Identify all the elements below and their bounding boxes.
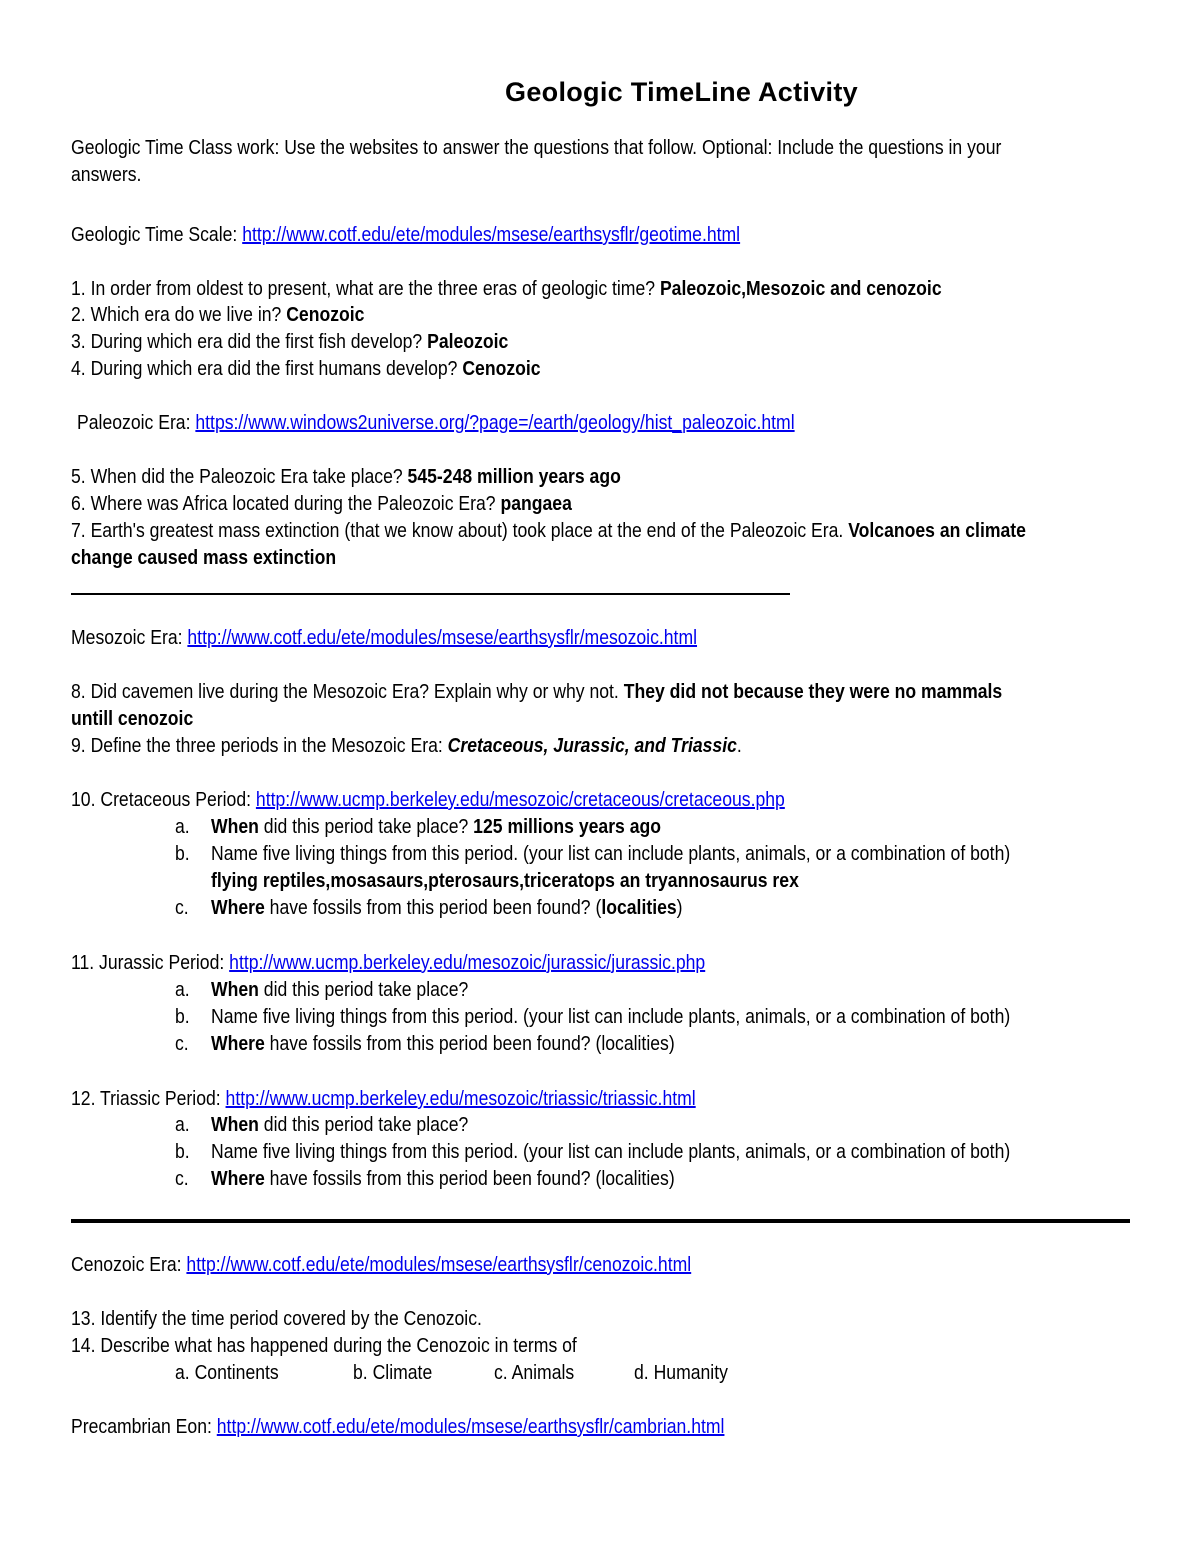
- question-8-answer-1: They did not because they were no mammals: [623, 681, 1003, 703]
- question-9-answer: Cretaceous, Jurassic, and Triassic: [447, 735, 737, 757]
- question-14: 14. Describe what has happened during the Cenozoic in terms of: [71, 1335, 577, 1357]
- question-9-end: .: [736, 735, 742, 757]
- q10-c: [211, 895, 683, 921]
- question-5-text: 5. When did the Paleozoic Era take place?: [71, 466, 408, 488]
- question-1-text: 1. In order from oldest to present, what are the three eras of geologic time?: [71, 278, 660, 300]
- question-4: [71, 356, 541, 382]
- question-8-text: 8. Did cavemen live during the Mesozoic Era? Explain why or why not.: [71, 681, 624, 703]
- question-1-answer: Paleozoic,Mesozoic and cenozoic: [659, 278, 942, 300]
- question-4-answer: Cenozoic: [462, 358, 541, 380]
- question-9-text: 9. Define the three periods in the Mesozoic Era:: [71, 735, 448, 757]
- cenozoic-label: Cenozoic Era:: [71, 1254, 187, 1276]
- question-7: [71, 518, 1026, 544]
- mesozoic-line: [71, 625, 697, 651]
- jurassic-link[interactable]: http://www.ucmp.berkeley.edu/mesozoic/jurassic/jurassic.php: [229, 952, 706, 974]
- divider-line: [71, 593, 790, 595]
- mesozoic-link[interactable]: http://www.cotf.edu/ete/modules/msese/earthsysflr/mesozoic.html: [187, 627, 698, 649]
- question-8: [71, 679, 1002, 705]
- q12-a-bold: When: [211, 1114, 259, 1136]
- q12-a: [211, 1112, 468, 1138]
- intro-line-1: Geologic Time Class work: Use the websites to answer the questions that follow. Optional: Include the questions in your: [71, 137, 1002, 159]
- q14-b: b. Climate: [353, 1362, 433, 1384]
- question-10: [71, 787, 785, 813]
- intro-line-2: answers.: [71, 164, 142, 186]
- question-4-text: 4. During which era did the first humans develop?: [71, 358, 463, 380]
- q11-b-text: Name five living things from this period. (your list can include plants, animals, or a combination of both): [211, 1006, 1011, 1028]
- precambrian-label: Precambrian Eon:: [71, 1416, 217, 1438]
- q11-b-letter: b.: [175, 1006, 190, 1028]
- q11-c-letter: c.: [175, 1033, 189, 1055]
- question-6: [71, 491, 572, 517]
- question-12-label: 12. Triassic Period:: [71, 1088, 226, 1110]
- question-10-label: 10. Cretaceous Period:: [71, 789, 256, 811]
- question-7-continued: [71, 545, 336, 571]
- triassic-link[interactable]: http://www.ucmp.berkeley.edu/mesozoic/triassic/triassic.html: [225, 1088, 696, 1110]
- question-13: 13. Identify the time period covered by the Cenozoic.: [71, 1308, 482, 1330]
- q10-a-answer: 125 millions years ago: [473, 816, 662, 838]
- q12-b-letter: b.: [175, 1141, 190, 1163]
- cenozoic-line: [71, 1252, 691, 1278]
- q14-d: d. Humanity: [634, 1362, 728, 1384]
- q10-a-letter: a.: [175, 816, 190, 838]
- q12-a-letter: a.: [175, 1114, 190, 1136]
- question-8-answer-2: untill cenozoic: [71, 708, 194, 730]
- question-7-text: 7. Earth's greatest mass extinction (that we know about) took place at the end of the Paleozoic Era.: [71, 520, 849, 542]
- time-scale-link[interactable]: http://www.cotf.edu/ete/modules/msese/earthsysflr/geotime.html: [242, 224, 741, 246]
- q10-c-answer: localities: [601, 897, 677, 919]
- precambrian-line: [71, 1414, 724, 1440]
- q10-c-letter: c.: [175, 897, 189, 919]
- q11-a-text: did this period take place?: [258, 979, 469, 1001]
- question-8-continued: [71, 706, 193, 732]
- q11-a-letter: a.: [175, 979, 190, 1001]
- paleozoic-link[interactable]: https://www.windows2universe.org/?page=/earth/geology/hist_paleozoic.html: [195, 412, 795, 434]
- q14-a: a. Continents: [175, 1362, 279, 1384]
- q10-b-answer-text: flying reptiles,mosasaurs,pterosaurs,triceratops an tryannosaurus rex: [211, 870, 799, 892]
- q12-c-bold: Where: [211, 1168, 265, 1190]
- page-title: Geologic TimeLine Activity: [505, 77, 858, 107]
- question-11-label: 11. Jurassic Period:: [71, 952, 230, 974]
- q14-c: c. Animals: [494, 1362, 575, 1384]
- question-3-answer: Paleozoic: [427, 331, 509, 353]
- question-6-answer: pangaea: [500, 493, 572, 515]
- q10-c-end: ): [676, 897, 683, 919]
- q11-c-bold: Where: [211, 1033, 265, 1055]
- q10-a-text: did this period take place?: [258, 816, 474, 838]
- q10-a-bold: When: [211, 816, 259, 838]
- q12-c-letter: c.: [175, 1168, 189, 1190]
- q12-b-text: Name five living things from this period. (your list can include plants, animals, or a combination of both): [211, 1141, 1011, 1163]
- question-3: [71, 329, 508, 355]
- question-11: [71, 950, 705, 976]
- q10-c-bold: Where: [211, 897, 265, 919]
- cretaceous-link[interactable]: http://www.ucmp.berkeley.edu/mesozoic/cretaceous/cretaceous.php: [255, 789, 785, 811]
- question-2-text: 2. Which era do we live in?: [71, 304, 287, 326]
- question-12: [71, 1086, 696, 1112]
- q10-b-text: Name five living things from this period. (your list can include plants, animals, or a combination of both): [211, 843, 1011, 865]
- paleozoic-label: Paleozoic Era:: [77, 412, 196, 434]
- time-scale-label: Geologic Time Scale:: [71, 224, 243, 246]
- question-5: [71, 464, 621, 490]
- question-7-answer-1: Volcanoes an climate: [848, 520, 1026, 542]
- question-2: [71, 302, 364, 328]
- question-1: [71, 276, 942, 302]
- question-7-answer-2: change caused mass extinction: [71, 547, 337, 569]
- q11-c: [211, 1031, 675, 1057]
- q10-a: [211, 814, 661, 840]
- paleozoic-line: [77, 410, 795, 436]
- q10-c-text: have fossils from this period been found? (: [264, 897, 602, 919]
- q12-c-text: have fossils from this period been found? (localities): [264, 1168, 675, 1190]
- q11-c-text: have fossils from this period been found? (localities): [264, 1033, 675, 1055]
- q11-a-bold: When: [211, 979, 259, 1001]
- question-6-text: 6. Where was Africa located during the Paleozoic Era?: [71, 493, 501, 515]
- question-2-answer: Cenozoic: [286, 304, 365, 326]
- time-scale-line: [71, 222, 740, 248]
- q10-b-letter: b.: [175, 843, 190, 865]
- question-3-text: 3. During which era did the first fish develop?: [71, 331, 428, 353]
- q12-c: [211, 1166, 675, 1192]
- q11-a: [211, 977, 468, 1003]
- thick-divider-line: [71, 1219, 1130, 1223]
- question-5-answer: 545-248 million years ago: [407, 466, 621, 488]
- mesozoic-label: Mesozoic Era:: [71, 627, 188, 649]
- q10-b-answer: [211, 868, 799, 894]
- q12-a-text: did this period take place?: [258, 1114, 469, 1136]
- question-9: [71, 733, 742, 759]
- precambrian-link[interactable]: http://www.cotf.edu/ete/modules/msese/earthsysflr/cambrian.html: [216, 1416, 725, 1438]
- cenozoic-link[interactable]: http://www.cotf.edu/ete/modules/msese/earthsysflr/cenozoic.html: [186, 1254, 692, 1276]
